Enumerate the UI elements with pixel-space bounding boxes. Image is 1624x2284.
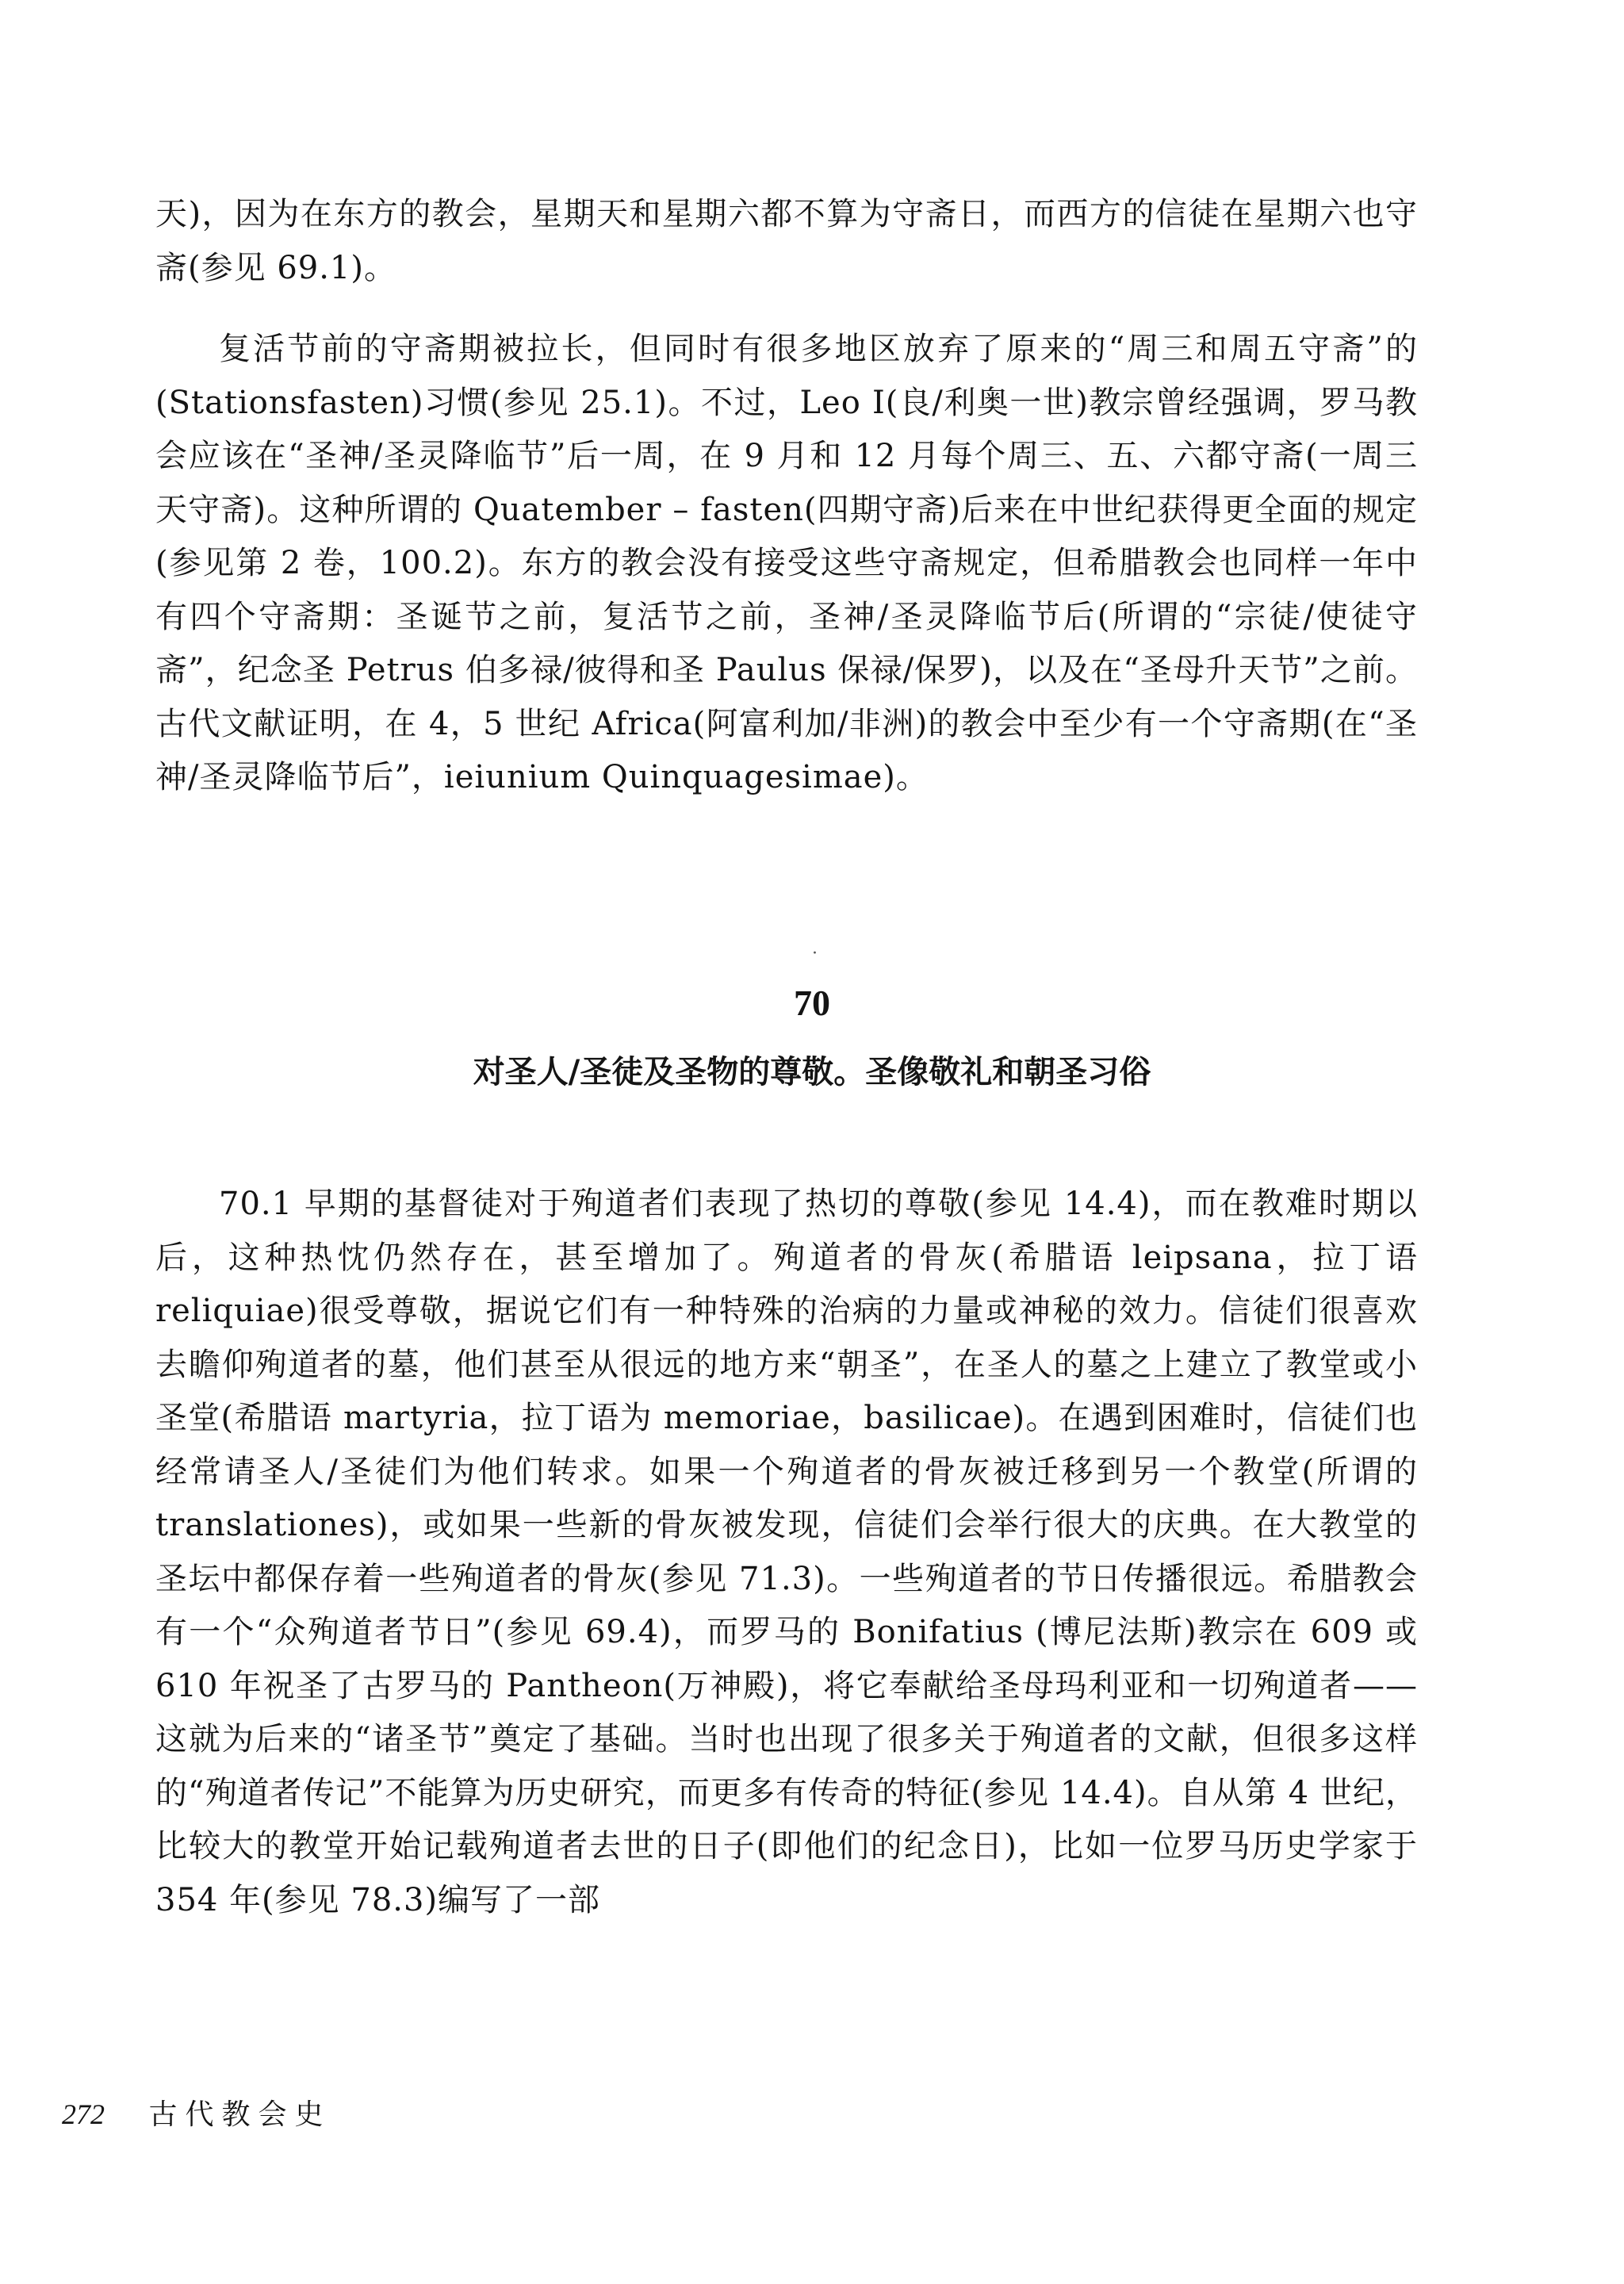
paragraph-fasting: 复活节前的守斋期被拉长，但同时有很多地区放弃了原来的“周三和周五守斋”的(Stationsfasten)习惯(参见 25.1)。不过，Leo I(良/利奥一世)教宗曾经强调，罗马教会应该在“圣神/圣灵降临节”后一周，在 9 月和 12 月每个周三、五、六都守斋(一周三天守斋)。这种所谓的 Quatember – fasten(四期守斋)后来在中世纪获得更全面的规定(参见第 2 卷，100.2)。东方的教会没有接受这些守斋规定，但希腊教会也同样一年中有四个守斋期：圣诞节之前，复活节之前，圣神/圣灵降临节后(所谓的“宗徒/使徒守斋”，纪念圣 Petrus 伯多禄/彼得和圣 Paulus 保禄/保罗)，以及在“圣母升天节”之前。古代文献证明，在 4，5 世纪 Africa(阿富利加/非洲)的教会中至少有一个守斋期(在“圣神/圣灵降临节后”，ieiunium Quinquagesimae)。 bbox=[155, 331, 1418, 795]
speck-mark: · bbox=[812, 944, 818, 964]
section-number: 70 bbox=[794, 983, 830, 1023]
section-title: 对圣人/圣徒及圣物的尊敬。圣像敬礼和朝圣习俗 bbox=[473, 1054, 1151, 1090]
running-title: 古代教会史 bbox=[148, 2098, 331, 2131]
paragraph-70-1: 70.1 早期的基督徒对于殉道者们表现了热切的尊敬(参见 14.4)，而在教难时期以后，这种热忱仍然存在，甚至增加了。殉道者的骨灰(希腊语 leipsana，拉丁语 reliquiae)很受尊敬，据说它们有一种特殊的治病的力量或神秘的效力。信徒们很喜欢去瞻仰殉道者的墓，他们甚至从很远的地方来“朝圣”，在圣人的墓之上建立了教堂或小圣堂(希腊语 martyria，拉丁语为 memoriae，basilicae)。在遇到困难时，信徒们也经常请圣人/圣徒们为他们转求。如果一个殉道者的骨灰被迁移到另一个教堂(所谓的 translationes)，或如果一些新的骨灰被发现，信徒们会举行很大的庆典。在大教堂的圣坛中都保存着一些殉道者的骨灰(参见 71.3)。一些殉道者的节日传播很远。希腊教会有一个“众殉道者节日”(参见 69.4)，而罗马的 Bonifatius (博尼法斯)教宗在 609 或 610 年祝圣了古罗马的 Pantheon(万神殿)，将它奉献给圣母玛利亚和一切殉道者——这就为后来的“诸圣节”奠定了基础。当时也出现了很多关于殉道者的文献，但很多这样的“殉道者传记”不能算为历史研究，而更多有传奇的特征(参见 14.4)。自从第 4 世纪，比较大的教堂开始记载殉道者去世的日子(即他们的纪念日)，比如一位罗马历史学家于 354 年(参见 78.3)编写了一部 bbox=[155, 1186, 1418, 1918]
page-number: 272 bbox=[62, 2098, 105, 2130]
page-footer bbox=[62, 2092, 331, 2133]
paragraph-continuation: 天)，因为在东方的教会，星期天和星期六都不算为守斋日，而西方的信徒在星期六也守斋(参见 69.1)。 bbox=[155, 196, 1418, 286]
